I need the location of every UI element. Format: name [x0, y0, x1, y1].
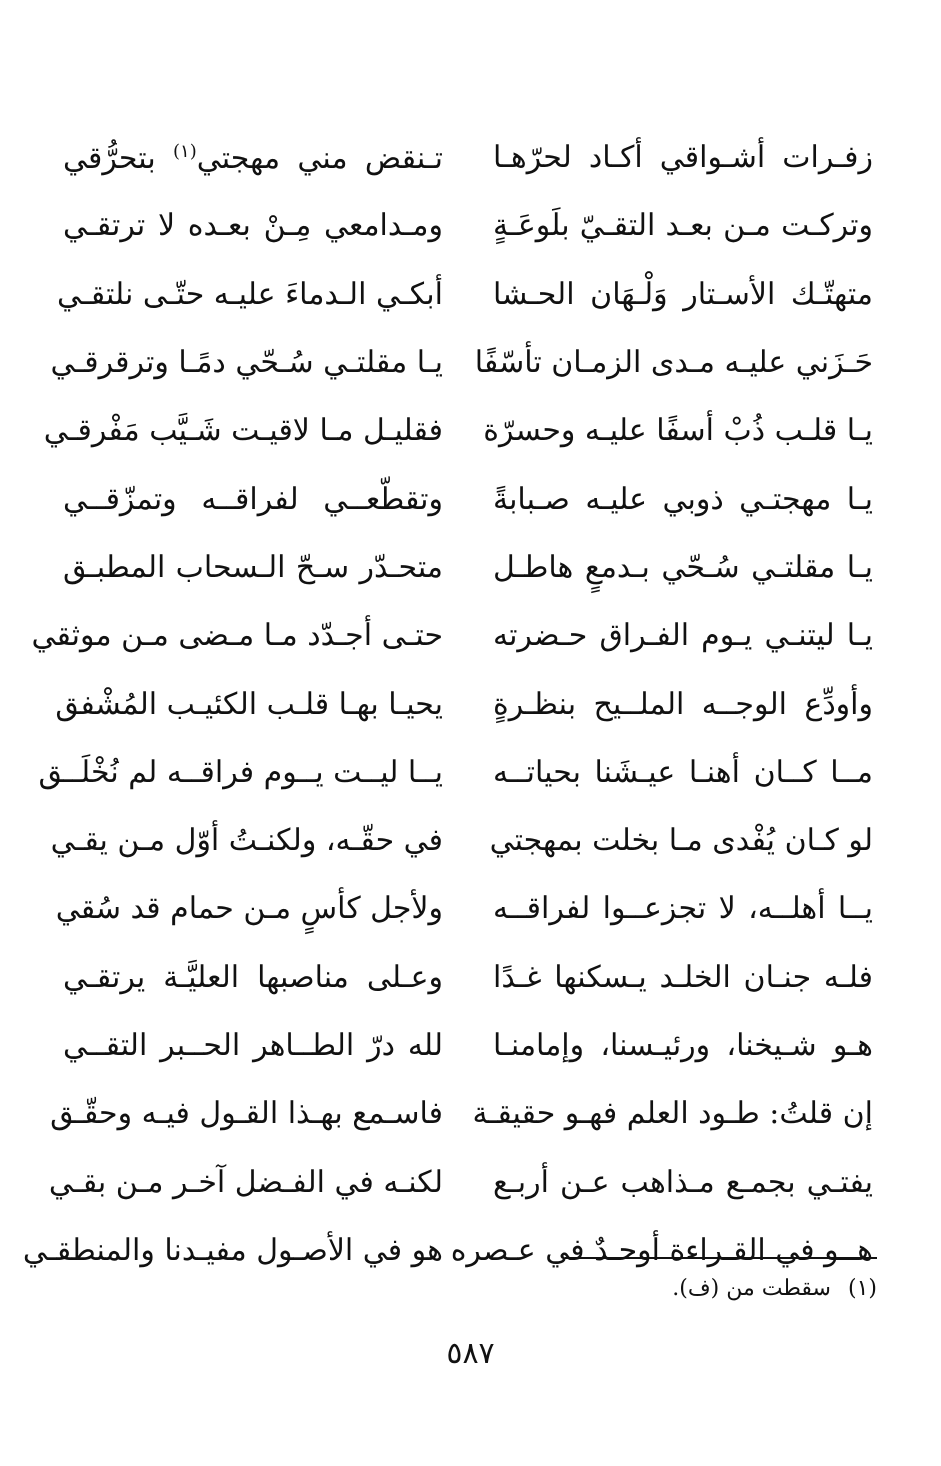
first-hemistich: يـا مقلتـي سُـحّي بـدمعٍ هاطـل	[493, 549, 873, 585]
poem-couplet	[50, 807, 873, 875]
second-hemistich: فاسـمع بهـذا القـول فيـه وحقّـق	[50, 1096, 443, 1132]
poem-couplet	[63, 124, 873, 192]
first-hemistich: يـا مهجتـي ذوبي عليـه صـبابةً	[493, 481, 873, 517]
second-hemistich: وتقطّعــي لفراقــه وتمزّقــي	[63, 481, 443, 517]
poem-couplet	[63, 192, 873, 260]
first-hemistich: فلـه جنـان الخلـد يـسكنها غـدًا	[493, 959, 873, 995]
first-hemistich: وتركـت مـن بعـد التقـيّ بلَوعَـةٍ	[493, 208, 873, 244]
second-hemistich: أبكـي الـدماءَ عليـه حتّـى نلتقـي	[57, 276, 443, 312]
second-hemistich: وعـلى مناصبها العليَّـة يرتقـي	[63, 959, 443, 995]
first-hemistich: وأودِّع الوجــه الملــيح بنظـرةٍ	[493, 686, 873, 722]
poem-couplet	[43, 397, 873, 465]
footnote-marker: (١)	[173, 140, 197, 162]
footnote-text: سقطت من (ف).	[672, 1276, 831, 1301]
hemistich-text: بتحرُّقي	[63, 140, 174, 176]
second-hemistich: يحيـا بهـا قلـب الكئيـب المُشْفق	[55, 686, 443, 722]
poem-couplet	[22, 1217, 873, 1285]
first-hemistich: يـا قلـب ذُبْ أسفًا عليـه وحسرّة	[483, 413, 873, 449]
poem-couplet	[63, 465, 873, 533]
first-hemistich: يـا ليتنـي يـوم الفـراق حـضرته	[493, 618, 873, 654]
second-hemistich: فقليـل مـا لاقيـت شَـيَّب مَفْرقـي	[43, 413, 443, 449]
second-hemistich: لكنـه في الفـضل آخـر مـن بقـي	[48, 1164, 443, 1200]
second-hemistich: حتـى أجـدّد مـا مـضى مـن موثقي	[31, 618, 443, 654]
first-hemistich: هـو شـيخنا، ورئيـسنا، وإمامنـا	[493, 1028, 873, 1063]
first-hemistich: حَـزَني عليـه مـدى الزمـان تأسّفًا	[474, 345, 873, 381]
first-hemistich: إن قلتُ: طـود العلم فهـو حقيقـة	[472, 1096, 873, 1132]
poem-couplet	[55, 670, 873, 738]
poem-couplet	[48, 1148, 873, 1216]
first-hemistich: متهتّـك الأسـتار وَلْـهَان الحـشا	[493, 276, 873, 312]
second-hemistich: متحـدّر سـحّ الـسحاب المطبـق	[63, 549, 443, 585]
hemistich-text: تـنقض مني مهجتي	[196, 140, 444, 176]
poem	[22, 124, 873, 1285]
footnote-divider	[565, 1257, 877, 1259]
second-hemistich: هو في الأصـول مفيـدنا والمنطقـي	[22, 1232, 443, 1268]
second-hemistich: يــا ليــت يــوم فراقــه لم نُخْلَــق	[38, 754, 443, 790]
first-hemistich: زفـرات أشـواقي أكـاد لحرّهـا	[493, 140, 873, 176]
poem-couplet	[63, 534, 873, 602]
poem-couplet	[63, 1012, 873, 1080]
poem-couplet	[57, 261, 873, 329]
poem-couplet	[63, 944, 873, 1012]
second-hemistich	[63, 140, 444, 176]
second-hemistich: ومـدامعي مِـنْ بعـده لا ترتقـي	[63, 208, 443, 244]
first-hemistich: هــو في القـراءة أوحـدٌ في عـصره	[450, 1232, 873, 1268]
second-hemistich: ولأجل كأسٍ مـن حمام قد سُقي	[55, 891, 443, 927]
second-hemistich: في حقّـه، ولكنـتُ أوّل مـن يقـي	[50, 823, 443, 859]
poem-couplet	[50, 329, 873, 397]
first-hemistich: مــا كــان أهنـا عيـشَنا بحياتــه	[493, 754, 873, 790]
second-hemistich: لله درّ الطــاهر الحــبر التقــي	[63, 1028, 443, 1063]
first-hemistich: يــا أهلــه، لا تجزعــوا لفراقــه	[493, 891, 873, 927]
poem-couplet	[50, 1080, 873, 1148]
footnote-number: (١)	[847, 1276, 877, 1301]
poem-couplet	[55, 875, 873, 943]
poem-couplet	[31, 602, 873, 670]
page-number: ٥٨٧	[446, 1336, 495, 1371]
first-hemistich: لو كـان يُفْدى مـا بخلت بمهجتي	[489, 823, 873, 859]
second-hemistich: يـا مقلتـي سُـحّي دمًـا وترقرقـي	[50, 345, 443, 381]
poem-couplet	[38, 739, 873, 807]
footnote	[672, 1276, 877, 1301]
first-hemistich: يفتـي بجمـع مـذاهب عـن أربـع	[493, 1164, 873, 1200]
